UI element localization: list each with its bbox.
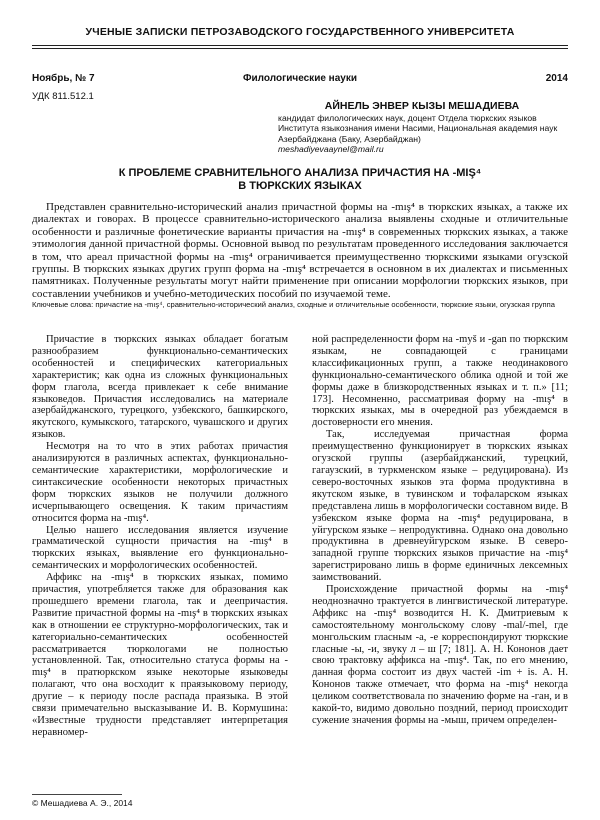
body-column-left xyxy=(32,334,288,798)
keywords: Ключевые слова: причастие на -mış⁴, сравнительно-исторический анализ, сходные и отличительные особенности, тюркские языки, огузская группа xyxy=(32,300,555,309)
paragraph: Несмотря на то что в этих работах причастия анализируются в различных аспектах, функционально-семантические характеристики, морфологические и синтаксические особенности некоторых причастных форм тюркских языков не получили должного исчерпывающего освещения. К таким причастиям относится форма на -mış⁴. xyxy=(32,441,288,524)
author-affiliation: кандидат филологических наук, доцент Отдела тюркских языков Института языкознания имени Насими, Национальная академия наук Азербайджана (Баку, Азербайджан) xyxy=(278,112,558,144)
footnote-rule xyxy=(32,794,122,795)
paragraph: Происхождение причастной формы на -mış⁴ неоднозначно трактуется в лингвистической литературе. Аффикс на -mış⁴ возводится Н. К. Дмитриевым к самостоятельному монгольскому слову -mal/-mel, где монгольским гласным -a, -e корреспондируют тюркские гласные -ы, -и, звуку л – ш [7; 181]. А. Н. Кононов дает свою трактовку аффикса на -mış⁴. Так, по его мнению, данная форма состоит из двух частей -im + is. А. Н. Кононов также отмечает, что форма на -mış⁴ некогда целиком соответствовала по значению форме на -ган, и в какой-то, видимо довольно поздний, период происходит сужение значения формы на -мыш, причем определен- xyxy=(312,584,568,726)
copyright: © Мешадиева А. Э., 2014 xyxy=(32,798,133,808)
journal-title: УЧЕНЫЕ ЗАПИСКИ ПЕТРОЗАВОДСКОГО ГОСУДАРСТВЕННОГО УНИВЕРСИТЕТА xyxy=(85,26,515,38)
issue-year: 2014 xyxy=(545,73,568,84)
header-rule-bottom xyxy=(32,48,568,49)
article-title xyxy=(48,167,552,193)
abstract xyxy=(32,201,568,300)
author-block xyxy=(276,101,568,155)
issue-number: Ноябрь, № 7 xyxy=(32,73,95,84)
issue-meta xyxy=(32,73,568,87)
abstract-text: Представлен сравнительно-исторический анализ причастной формы на -mış⁴ в тюркских языках, а также их диалектах и говорах. В процессе сравнительно-исторического анализа выявлены сходные и отличительные особенности и различные фонетические варианты причастия на -mış⁴ в современных тюркских языках, а также этимология данной причастной формы. Основной вывод по результатам проведенного исследования заключается в том, что ареал причастной формы на -mış⁴ ограничивается преимущественно тюркскими языками огузской группы. В тюркских языках других групп форма на -mış⁴ встречается в основном в их диалектах и письменных памятниках. Полученные результаты могут найти применение при описании морфологии тюркских языков, при составлении учебников и учебно-методических пособий по изучаемой теме. xyxy=(32,201,568,300)
paragraph: Причастие в тюркских языках обладает богатым разнообразием функционально-семантических особенностей и специфических категориальных характеристик; как одна из сложных функциональных форм глагола, всегда привлекает к себе внимание языковедов. Причастия исследовались на материале азербайджанского, турецкого, узбекского, башкирского, якутского, кумыкского, татарского, чувашского и других языков. xyxy=(32,334,288,441)
author-name: АЙНЕЛЬ ЭНВЕР КЫЗЫ МЕШАДИЕВА xyxy=(324,100,520,112)
paragraph: Целью нашего исследования является изучение грамматической сущности причастия на -mış⁴ в тюркских языках, выявление его функционально-семантических и морфологических особенностей. xyxy=(32,524,288,572)
paragraph: Так, исследуемая причастная форма преимущественно функционирует в тюркских языках огузской группы (азербайджанский, турецкий, гагаузский, в туркменском языке – редуцирована). Из северо-восточных языков эта форма продуктивна в якутском языке, в тувинском и тофаларском языках представлена лишь в морфологически составном виде. В узбекском языке форма на -mış⁴ редуцирована, в уйгурском языке – непродуктивна. Однако она довольно продуктивна в древнеуйгурском языке. В северо-западной группе тюркских языков причастие на -mış⁴ зарегистрировано лишь в форме единичных лексемных заимствований. xyxy=(312,429,568,584)
paragraph: Аффикс на -mış⁴ в тюркских языках, помимо причастия, употребляется также для образования как прошедшего времени глагола, так и деепричастия. Развитие причастной формы на -mış⁴ в тюркских языках как в отношении ее структурно-морфологических, так и категориально-семантических особенностей рассматривается тюркологами не полностью установленной. Так, относительно статуса формы на -mış⁴ в пратюркском языке некоторые языковеды полагают, что она восходит к праязыковому периоду, другие – к периоду после распада праязыка. В этой связи примечательно высказывание И. В. Кормушина: «Известные трудности представляет интерпретация неравномер- xyxy=(32,572,288,738)
paragraph: ной распределенности форм на -myš и -gan по тюркским языкам, не совпадающей с границами классификационных групп, а также неодинакового функционально-семантического облика одной и той же формы даже в близкородственных языках и т. п.» [11; 173]. Несомненно, рассматривая форму на -mış⁴ в тюркских языках, мы в очередной раз убеждаемся в достоверности его мнения. xyxy=(312,334,568,429)
header-rule-top xyxy=(32,45,568,46)
udk-code: УДК 811.512.1 xyxy=(32,91,94,102)
section-name: Филологические науки xyxy=(242,73,357,84)
body-column-right xyxy=(312,334,568,798)
title-line-2: В ТЮРКСКИХ ЯЗЫКАХ xyxy=(238,180,362,192)
author-email[interactable]: meshadiyevaaynel@mail.ru xyxy=(278,144,384,154)
title-line-1: К ПРОБЛЕМЕ СРАВНИТЕЛЬНОГО АНАЛИЗА ПРИЧАСТИЯ НА -MIŞ⁴ xyxy=(118,167,482,179)
